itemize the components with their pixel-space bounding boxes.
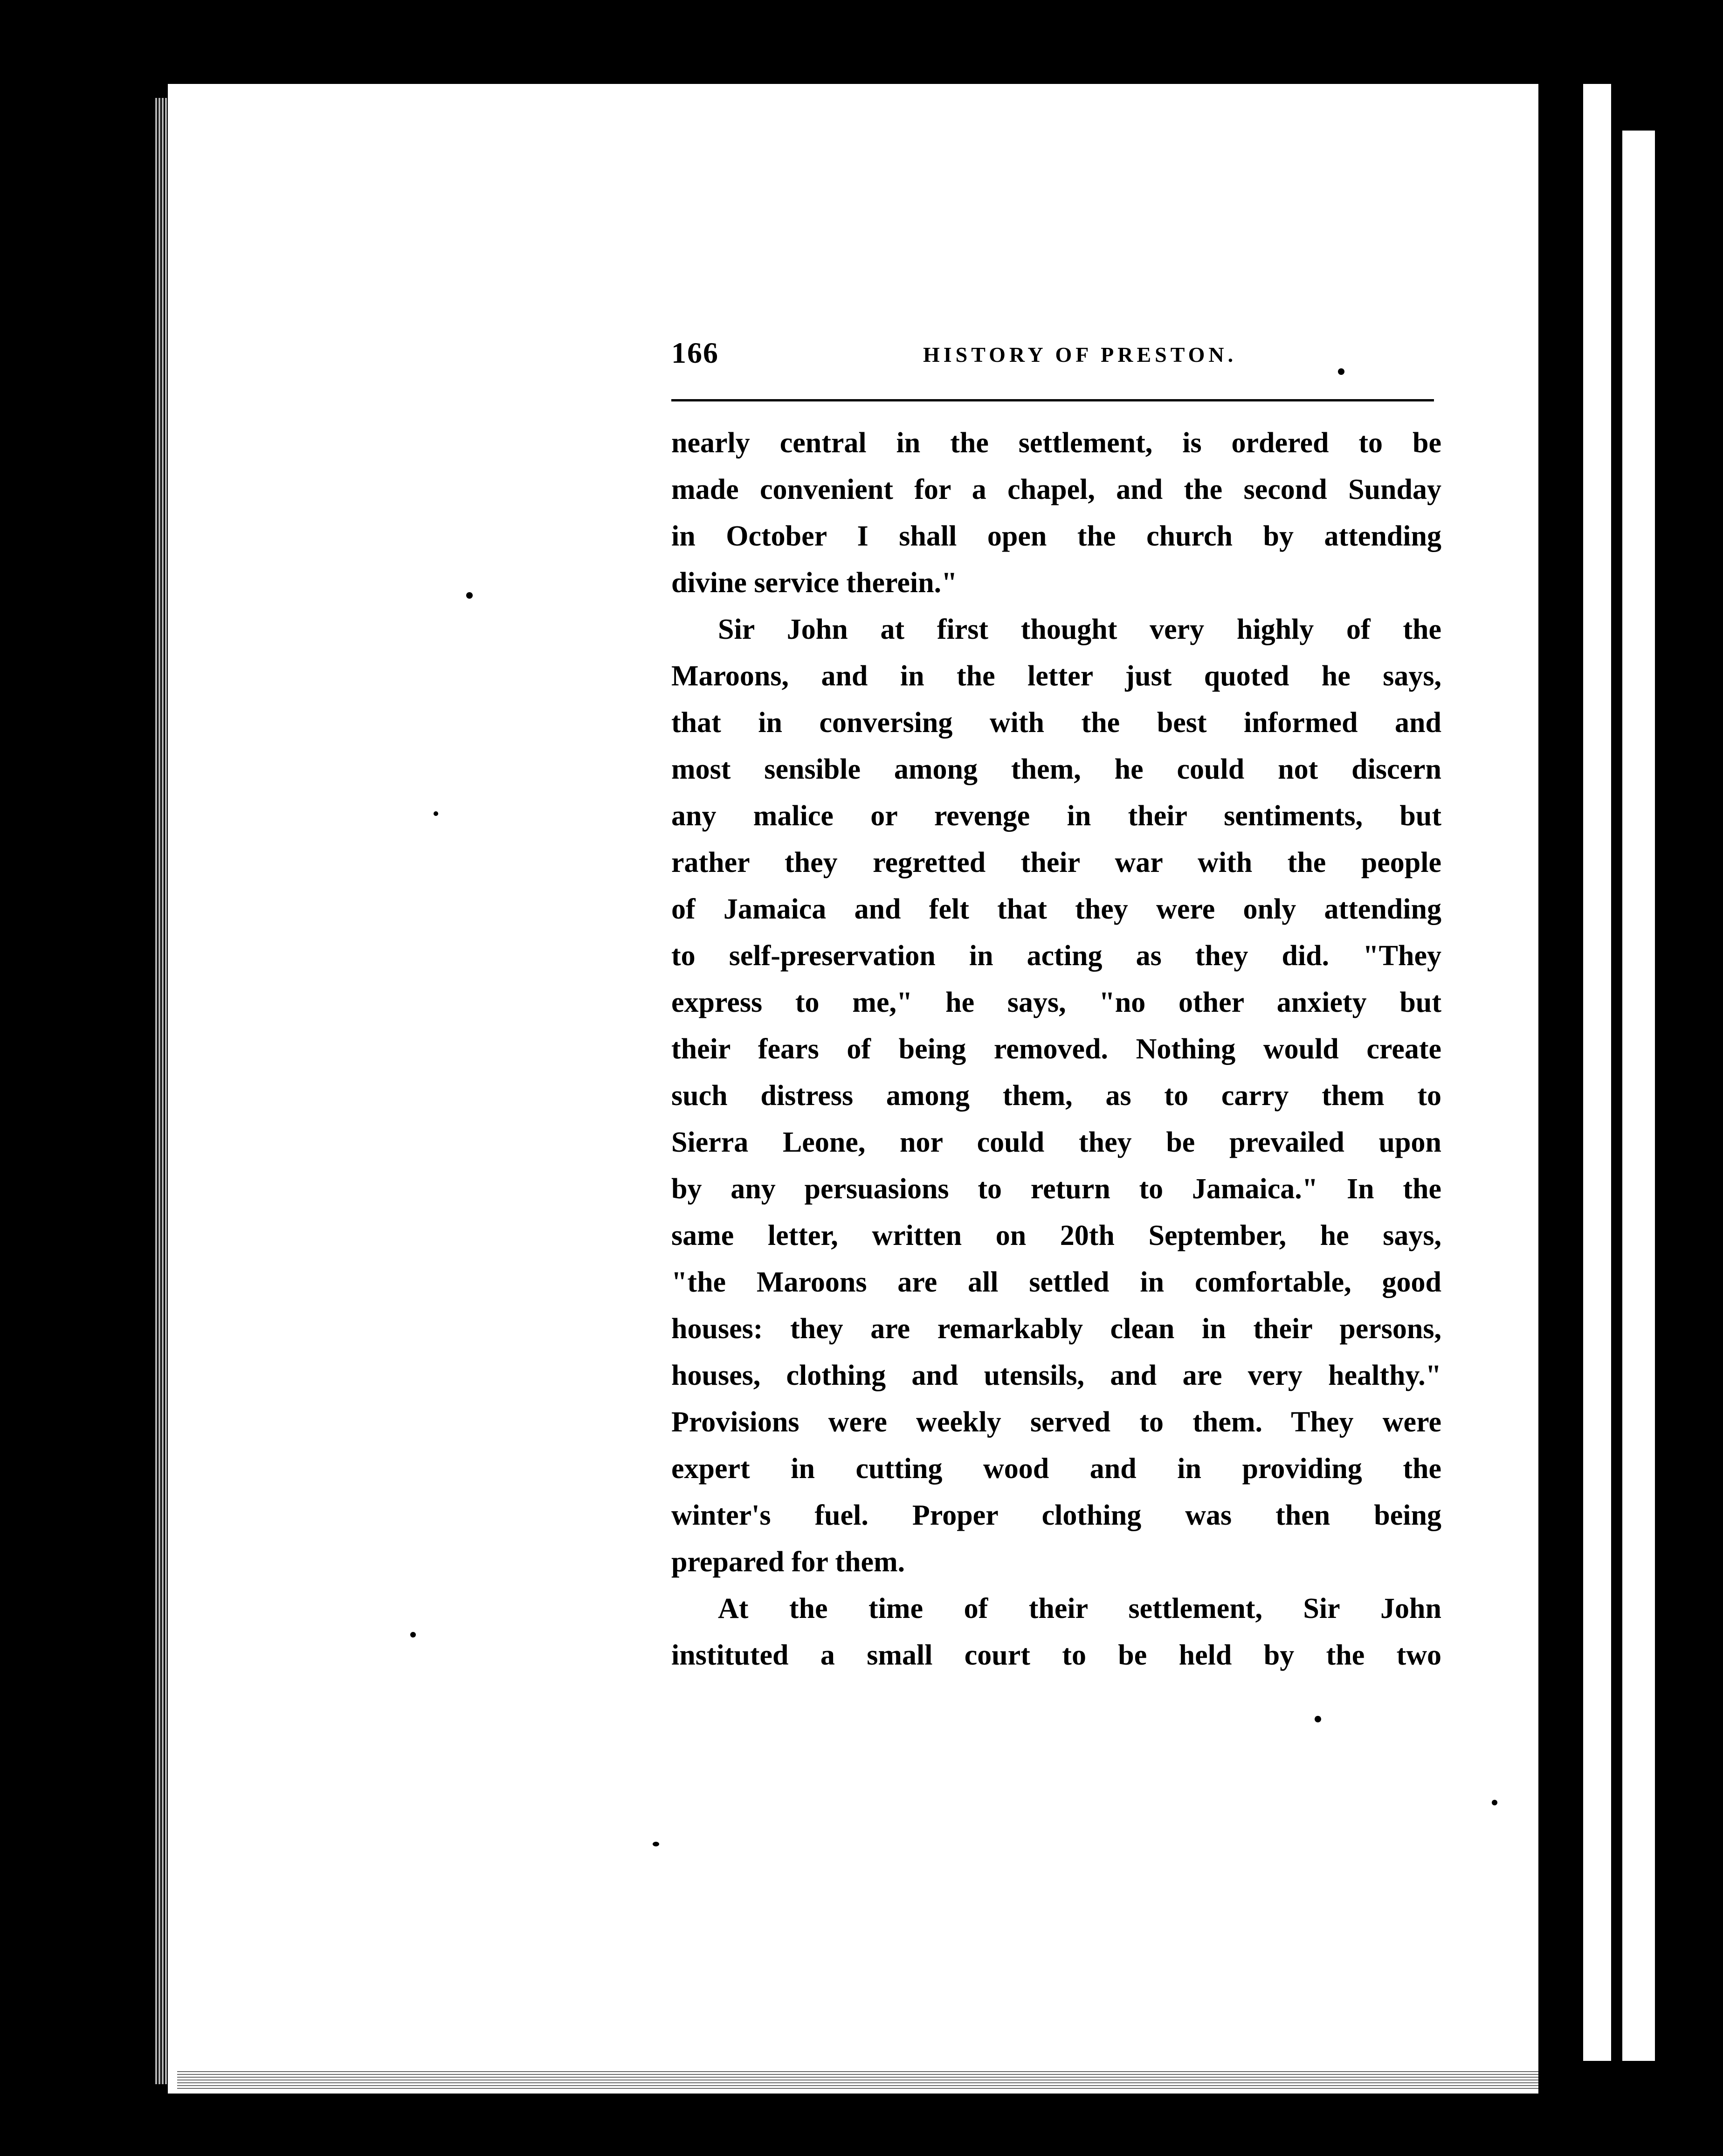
text-line: "the Maroons are all settled in comfortable, good: [671, 1266, 1441, 1298]
scan-speck: [653, 1842, 659, 1846]
text-line: winter's fuel. Proper clothing was then being: [671, 1500, 1441, 1531]
paragraph-start: Sir John at first thought very highly of the: [718, 614, 1441, 645]
scan-speck: [1338, 368, 1344, 375]
text-line: prepared for them.: [671, 1546, 905, 1578]
next-page-edge-outer: [1622, 131, 1655, 2061]
text-line: their fears of being removed. Nothing would create: [671, 1033, 1441, 1065]
text-line: divine service therein.": [671, 567, 958, 599]
next-page-edge: [1583, 84, 1611, 2061]
text-line: by any persuasions to return to Jamaica." In the: [671, 1173, 1441, 1205]
text-line: same letter, written on 20th September, he says,: [671, 1220, 1441, 1251]
text-line: rather they regretted their war with the people: [671, 847, 1441, 878]
text-line: Sierra Leone, nor could they be prevailed upon: [671, 1126, 1441, 1158]
scan-speck: [466, 592, 473, 599]
text-line: any malice or revenge in their sentiments, but: [671, 800, 1441, 832]
text-line: nearly central in the settlement, is ordered to be: [671, 427, 1441, 459]
text-line: made convenient for a chapel, and the second Sunday: [671, 474, 1441, 505]
text-line: in October I shall open the church by attending: [671, 520, 1441, 552]
scan-speck: [1538, 1683, 1544, 1689]
scan-speck: [410, 1632, 416, 1638]
text-line: such distress among them, as to carry them to: [671, 1080, 1441, 1112]
text-line: Maroons, and in the letter just quoted he says,: [671, 660, 1441, 692]
text-line: houses, clothing and utensils, and are very healthy.": [671, 1360, 1441, 1391]
scan-speck: [1315, 1716, 1321, 1722]
running-title: HISTORY OF PRESTON.: [923, 343, 1237, 366]
body-text: [671, 420, 1441, 1679]
scan-speck: [434, 811, 438, 816]
page-edge-bottom: [177, 2070, 1538, 2089]
text-line: express to me," he says, "no other anxiety but: [671, 987, 1441, 1018]
page-number: 166: [671, 336, 719, 369]
text-line: instituted a small court to be held by the two: [671, 1639, 1441, 1671]
text-line: houses: they are remarkably clean in their persons,: [671, 1313, 1441, 1345]
header-rule: [671, 399, 1434, 401]
paragraph-start: At the time of their settlement, Sir John: [718, 1593, 1441, 1624]
text-line: Provisions were weekly served to them. They were: [671, 1406, 1441, 1438]
text-line: that in conversing with the best informed and: [671, 707, 1441, 739]
text-line: most sensible among them, he could not discern: [671, 753, 1441, 785]
text-line: expert in cutting wood and in providing the: [671, 1453, 1441, 1485]
text-line: of Jamaica and felt that they were only attending: [671, 893, 1441, 925]
page-header: [671, 336, 1436, 378]
scan-speck: [1492, 1800, 1497, 1805]
text-line: to self-preservation in acting as they did. "They: [671, 940, 1441, 972]
